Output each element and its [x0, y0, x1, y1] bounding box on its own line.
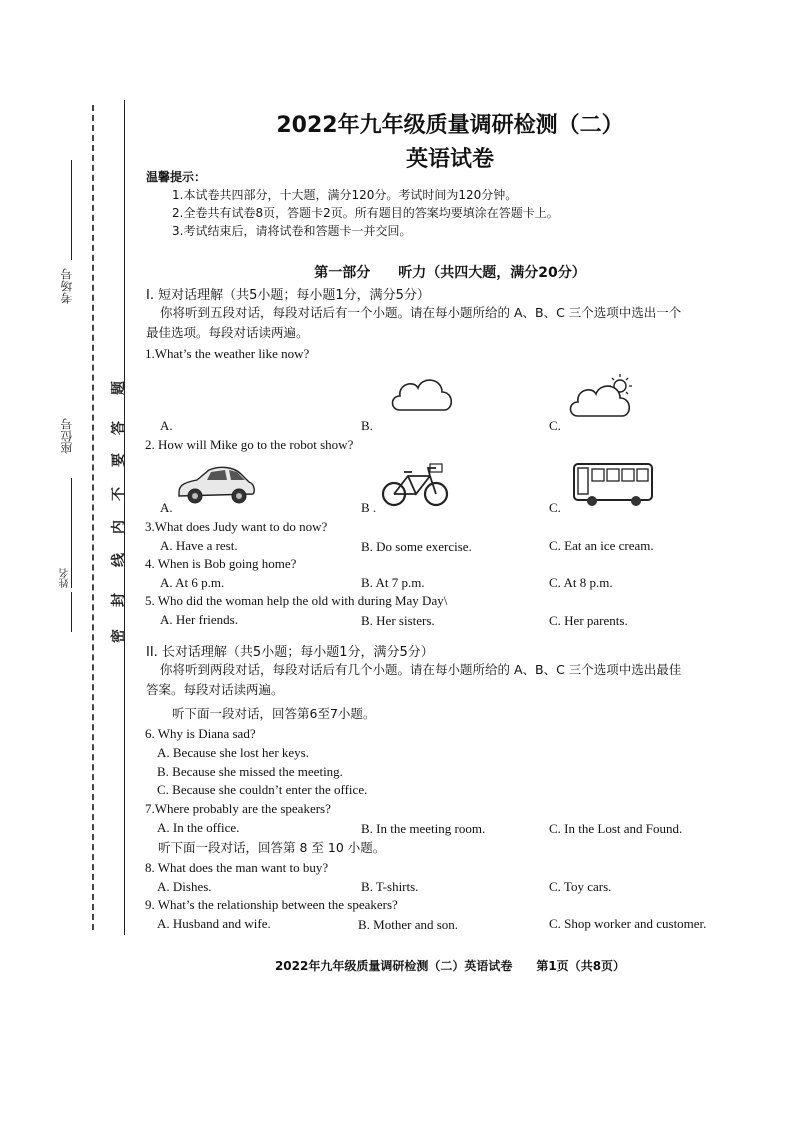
exam-room-label: 考场号: [60, 268, 74, 304]
q8-option-c: C. Toy cars.: [549, 879, 612, 894]
q7-option-b: B. In the meeting room.: [361, 821, 486, 836]
exam-room-field: [71, 160, 72, 260]
tip-item: 1.本试卷共四部分，十大题，满分120分。考试时间为120分钟。: [172, 188, 518, 202]
bus-icon: [570, 460, 658, 508]
q8-option-b: B. T-shirts.: [361, 879, 419, 894]
tip-item: 3.考试结束后，请将试卷和答题卡一并交回。: [172, 224, 412, 238]
q4-option-b: B. At 7 p.m.: [361, 575, 425, 590]
q8-option-a: A. Dishes.: [157, 879, 212, 894]
q6-option-a: A. Because she lost her keys.: [157, 745, 309, 760]
section1-instruction: 你将听到五段对话，每段对话后有一个小题。请在每小题所给的 A、B、C 三个选项中选出一个: [160, 305, 682, 320]
section1-heading: Ⅰ. 短对话理解（共5小题；每小题1分，满分5分）: [146, 288, 430, 303]
question-2: 2. How will Mike go to the robot show?: [145, 437, 354, 452]
question-9: 9. What’s the relationship between the speakers?: [145, 897, 398, 912]
car-icon: [175, 462, 257, 508]
exam-subtitle: 英语试卷: [405, 147, 494, 172]
q5-option-a: A. Her friends.: [160, 612, 238, 627]
exam-title: 2022年九年级质量调研检测（二）: [276, 113, 624, 138]
q1-option-a: A.: [160, 418, 173, 433]
cloud-icon: [388, 370, 458, 416]
question-8: 8. What does the man want to buy?: [145, 860, 329, 875]
page-footer: 2022年九年级质量调研检测（二）英语试卷 第1页（共8页）: [274, 959, 626, 973]
seal-char: 答: [111, 421, 127, 435]
q5-option-c: C. Her parents.: [549, 613, 628, 628]
q2-option-b: B .: [361, 500, 377, 515]
q1-option-c: C.: [549, 418, 561, 433]
q6-option-c: C. Because she couldn’t enter the office.: [157, 782, 368, 797]
question-7: 7.Where probably are the speakers?: [145, 801, 331, 816]
seal-char: 封: [111, 593, 127, 607]
q7-option-a: A. In the office.: [157, 820, 240, 835]
seal-char: 内: [111, 520, 127, 534]
q4-option-c: C. At 8 p.m.: [549, 575, 613, 590]
seal-char: 密: [111, 629, 127, 643]
binding-solid-line: [124, 100, 125, 935]
section2-sub2: 听下面一段对话，回答第 8 至 10 小题。: [158, 840, 386, 855]
seal-char: 线: [111, 553, 127, 567]
seal-char: 不: [111, 487, 127, 501]
question-5: 5. Who did the woman help the old with during May Day\: [145, 593, 448, 608]
q2-option-a: A.: [160, 500, 173, 515]
name-label: 姓名: [60, 568, 71, 588]
q3-option-a: A. Have a rest.: [160, 538, 238, 553]
sun-cloud-icon: [566, 372, 640, 420]
seal-char: 要: [111, 453, 127, 467]
binding-dashed-line: [92, 105, 94, 930]
question-3: 3.What does Judy want to do now?: [145, 519, 328, 534]
name-field: [71, 592, 72, 632]
tips-heading: 温馨提示：: [146, 170, 207, 184]
q5-option-b: B. Her sisters.: [361, 613, 435, 628]
part1-heading: 第一部分 听力（共四大题，满分20分）: [314, 265, 586, 281]
q9-option-a: A. Husband and wife.: [157, 916, 271, 931]
section2-heading: II. 长对话理解（共5小题；每小题1分，满分5分）: [146, 645, 434, 660]
q1-option-b: B.: [361, 418, 373, 433]
section2-instruction: 你将听到两段对话，每段对话后有几个小题。请在每小题所给的 A、B、C 三个选项中选出最佳: [160, 662, 682, 677]
q3-option-b: B. Do some exercise.: [361, 539, 472, 554]
q9-option-c: C. Shop worker and customer.: [549, 916, 707, 931]
q2-option-c: C.: [549, 500, 561, 515]
section2-instruction-cont: 答案。每段对话读两遍。: [146, 682, 284, 697]
q3-option-c: C. Eat an ice cream.: [549, 538, 654, 553]
seat-number-label: 座位号: [60, 418, 74, 454]
q7-option-c: C. In the Lost and Found.: [549, 821, 683, 836]
seal-char: 题: [111, 381, 127, 395]
bicycle-icon: [380, 462, 450, 508]
tip-item: 2.全卷共有试卷8页，答题卡2页。所有题目的答案均要填涂在答题卡上。: [172, 206, 559, 220]
q6-option-b: B. Because she missed the meeting.: [157, 764, 343, 779]
question-6: 6. Why is Diana sad?: [145, 726, 256, 741]
q9-option-b: B. Mother and son.: [358, 917, 459, 932]
question-1: 1.What’s the weather like now?: [145, 346, 310, 361]
question-4: 4. When is Bob going home?: [145, 556, 297, 571]
section1-instruction-cont: 最佳选项。每段对话读两遍。: [146, 325, 309, 340]
q4-option-a: A. At 6 p.m.: [160, 575, 225, 590]
section2-sub1: 听下面一段对话，回答第6至7小题。: [172, 706, 376, 721]
